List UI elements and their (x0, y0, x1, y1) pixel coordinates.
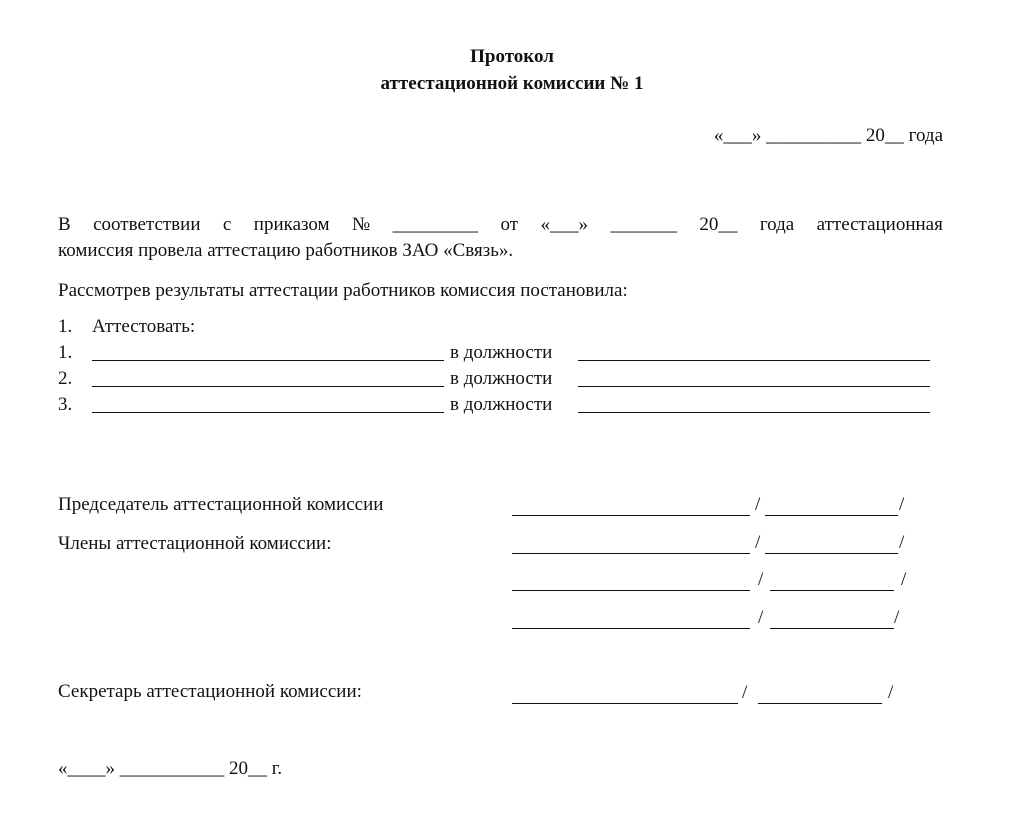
separator-slash: / (755, 532, 761, 553)
word: № (352, 214, 371, 235)
secretary-signature-blank (512, 703, 738, 704)
order-month-blank: _______ (610, 214, 677, 235)
separator-slash: / (742, 682, 748, 703)
word: аттестационная (816, 214, 943, 235)
word: года (759, 214, 795, 235)
word: В (58, 214, 71, 235)
row-number: 2. (58, 368, 73, 389)
member-name-blank (765, 553, 898, 554)
chairman-signature-blank (512, 515, 750, 516)
position-blank (578, 360, 930, 361)
secretary-name-blank (758, 703, 882, 704)
decision-paragraph: Рассмотрев результаты аттестации работников комиссия постановила: (58, 280, 628, 301)
position-blank (578, 412, 930, 413)
row-number: 3. (58, 394, 73, 415)
bottom-date-line: «____» ___________ 20__ г. (58, 758, 283, 779)
separator-slash: / (894, 607, 900, 628)
document-subtitle: аттестационной комиссии № 1 (380, 73, 644, 94)
order-number-blank: _________ (392, 214, 479, 235)
chairman-name-blank (765, 515, 898, 516)
member-signature-blank (512, 628, 750, 629)
position-label: в должности (450, 342, 553, 363)
separator-slash: / (888, 682, 894, 703)
separator-slash: / (901, 569, 907, 590)
separator-slash: / (899, 532, 905, 553)
separator-slash: / (755, 494, 761, 515)
separator-slash: / (899, 494, 905, 515)
separator-slash: / (758, 607, 764, 628)
document-title: Протокол (470, 46, 554, 67)
order-paragraph-line2: комиссия провела аттестацию работников ЗАО «Связь». (58, 240, 514, 261)
word: с (222, 214, 232, 235)
list-heading-text: Аттестовать: (92, 316, 196, 337)
position-blank (578, 386, 930, 387)
employee-name-blank (92, 360, 444, 361)
position-label: в должности (450, 368, 553, 389)
list-heading (58, 316, 195, 338)
order-year-blank: 20__ (699, 214, 738, 235)
chairman-label: Председатель аттестационной комиссии (58, 494, 384, 515)
word: приказом (253, 214, 330, 235)
word: от (500, 214, 519, 235)
word: соответствии (93, 214, 201, 235)
employee-name-blank (92, 412, 444, 413)
employee-name-blank (92, 386, 444, 387)
member-name-blank (770, 590, 894, 591)
members-label: Члены аттестационной комиссии: (58, 533, 332, 554)
member-name-blank (770, 628, 894, 629)
position-label: в должности (450, 394, 553, 415)
row-number: 1. (58, 342, 73, 363)
top-date-line: «___» __________ 20__ года (713, 125, 943, 146)
member-signature-blank (512, 553, 750, 554)
secretary-label: Секретарь аттестационной комиссии: (58, 681, 362, 702)
member-signature-blank (512, 590, 750, 591)
list-heading-number: 1. (58, 316, 73, 337)
order-paragraph-line1 (58, 214, 943, 236)
order-day-blank: «___» (540, 214, 589, 235)
separator-slash: / (758, 569, 764, 590)
